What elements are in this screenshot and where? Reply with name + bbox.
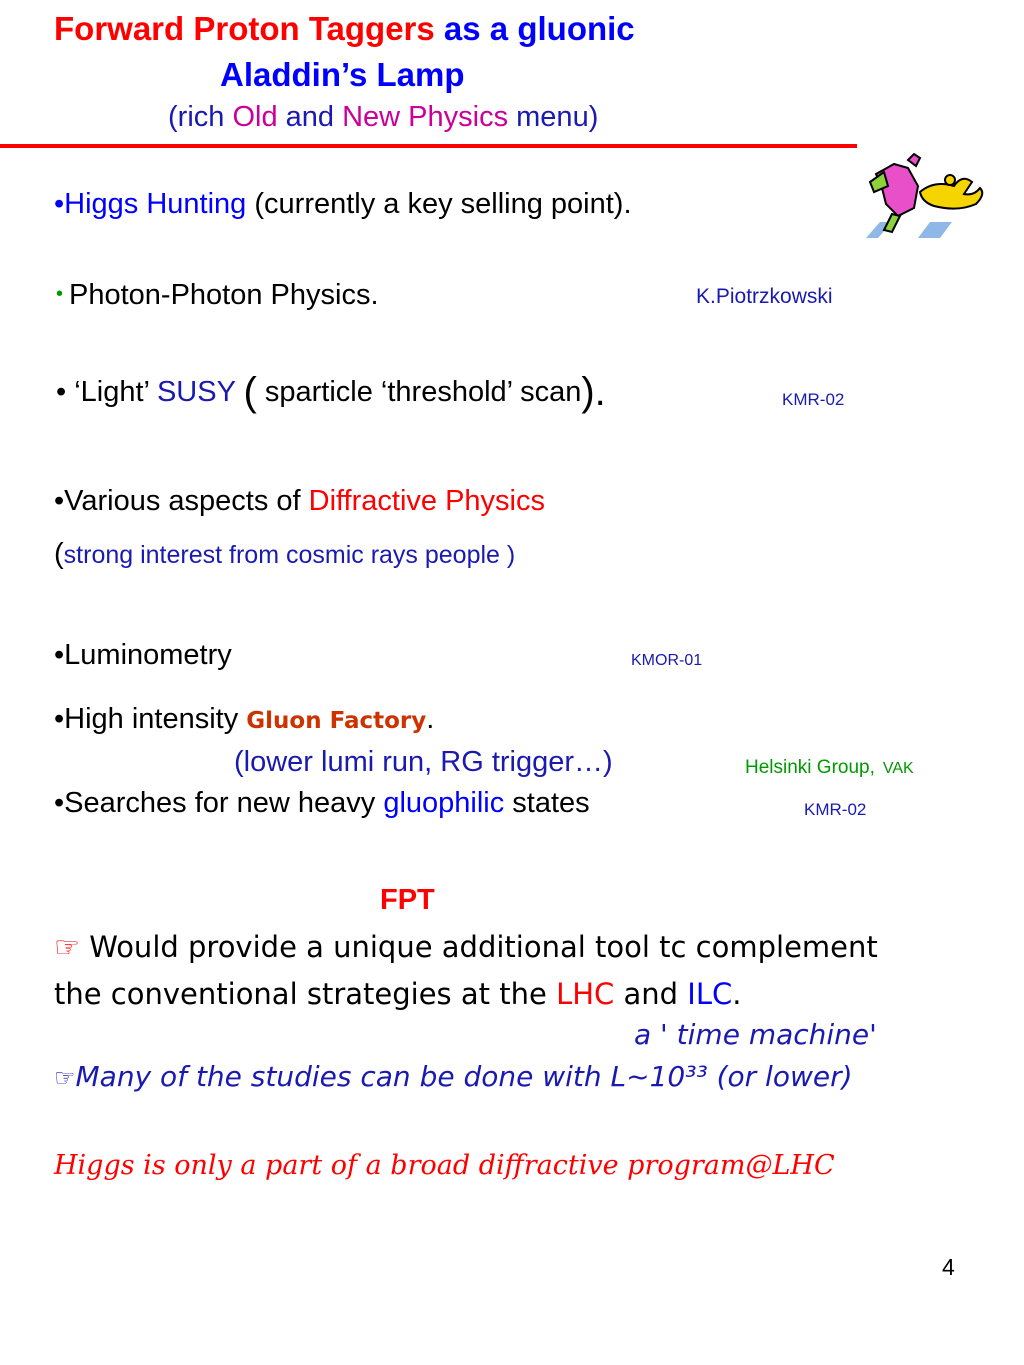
gluon-prefix: •High intensity xyxy=(54,703,247,735)
cosmic-open-paren: ( xyxy=(54,538,64,570)
period-text: . xyxy=(732,977,742,1011)
ilc-text: ILC xyxy=(687,977,733,1011)
citation-helsinki xyxy=(745,757,914,779)
diffractive-prefix: •Various aspects of xyxy=(54,485,309,517)
cosmic-rays-note xyxy=(54,538,515,571)
page-number: 4 xyxy=(942,1254,955,1280)
light-text: • ‘Light’ xyxy=(56,376,157,408)
bullet-light-susy xyxy=(56,370,606,415)
lower-lumi-note: (lower lumi run, RG trigger…) xyxy=(234,746,613,778)
time-machine-note: a ' time machine' xyxy=(634,1018,877,1051)
subtitle-open: (rich xyxy=(168,101,233,133)
citation-kmr-02-gluophilic: KMR-02 xyxy=(804,800,867,819)
subtitle-and: and xyxy=(277,101,343,133)
bullet-photon-photon xyxy=(56,279,379,312)
bullet-luminometry: •Luminometry xyxy=(54,639,232,671)
slide-title-line2: Aladdin’s Lamp xyxy=(220,56,465,93)
citation-kmr-02-susy: KMR-02 xyxy=(782,390,845,409)
cosmic-rays-text: strong interest from cosmic rays people xyxy=(63,541,507,569)
cosmic-close-paren: ) xyxy=(506,541,516,569)
fpt-line-2 xyxy=(54,977,741,1011)
title-blue-text: as a gluonic xyxy=(434,10,635,47)
fpt-heading: FPT xyxy=(380,884,435,916)
photon-photon-text: Photon-Photon Physics. xyxy=(69,279,379,311)
susy-close-paren: ). xyxy=(581,370,606,414)
and-text: and xyxy=(614,977,688,1011)
fpt-unique-tool-text: Would provide a unique additional tool tc complement xyxy=(80,930,878,964)
title-divider xyxy=(0,144,857,148)
closing-statement: Higgs is only a part of a broad diffractive program@LHC xyxy=(54,1150,835,1181)
citation-kmor-01: KMOR-01 xyxy=(631,652,703,669)
fpt-line-4 xyxy=(54,1060,853,1093)
slide-title-line1 xyxy=(54,10,635,48)
higgs-hunting-note: (currently a key selling point). xyxy=(246,188,632,220)
higgs-hunting-label: •Higgs Hunting xyxy=(54,188,247,220)
states-text: states xyxy=(504,787,590,819)
bullet-gluon-factory xyxy=(54,703,434,736)
subtitle-new-physics: New Physics xyxy=(342,101,509,133)
slide-subtitle xyxy=(168,101,598,134)
helsinki-group-text: Helsinki Group, xyxy=(745,757,875,778)
gluophilic-text: gluophilic xyxy=(383,787,505,819)
aladdin-lamp-genie-clipart-icon xyxy=(862,152,988,244)
conventional-strategies-text: the conventional strategies at the xyxy=(54,977,557,1011)
sparticle-text: sparticle ‘threshold’ scan xyxy=(256,376,582,408)
susy-text: SUSY xyxy=(156,376,236,408)
diffractive-physics-text: Diffractive Physics xyxy=(308,485,546,517)
fpt-line-1 xyxy=(54,930,878,964)
pointing-hand-icon: ☞ xyxy=(54,1064,76,1092)
citation-piotrzkowski: K.Piotrzkowski xyxy=(696,285,833,308)
title-red-text: Forward Proton Taggers xyxy=(54,10,435,47)
susy-open-paren: ( xyxy=(243,370,257,414)
green-bullet-dot: • xyxy=(56,283,64,305)
bullet-diffractive xyxy=(54,485,545,518)
many-studies-text: Many of the studies can be done with L~10³³ (or lower) xyxy=(75,1060,853,1093)
gluon-period: . xyxy=(426,703,435,735)
search-prefix: •Searches for new heavy xyxy=(54,787,384,819)
lhc-text: LHC xyxy=(556,977,615,1011)
subtitle-old: Old xyxy=(232,101,278,133)
subtitle-close: menu) xyxy=(508,101,599,133)
gluon-factory-text: Gluon Factory xyxy=(246,708,427,734)
pointing-hand-icon: ☞ xyxy=(54,930,80,964)
bullet-higgs-hunting xyxy=(54,188,632,221)
bullet-gluophilic-states xyxy=(54,787,590,820)
vak-text: VAK xyxy=(882,760,914,777)
